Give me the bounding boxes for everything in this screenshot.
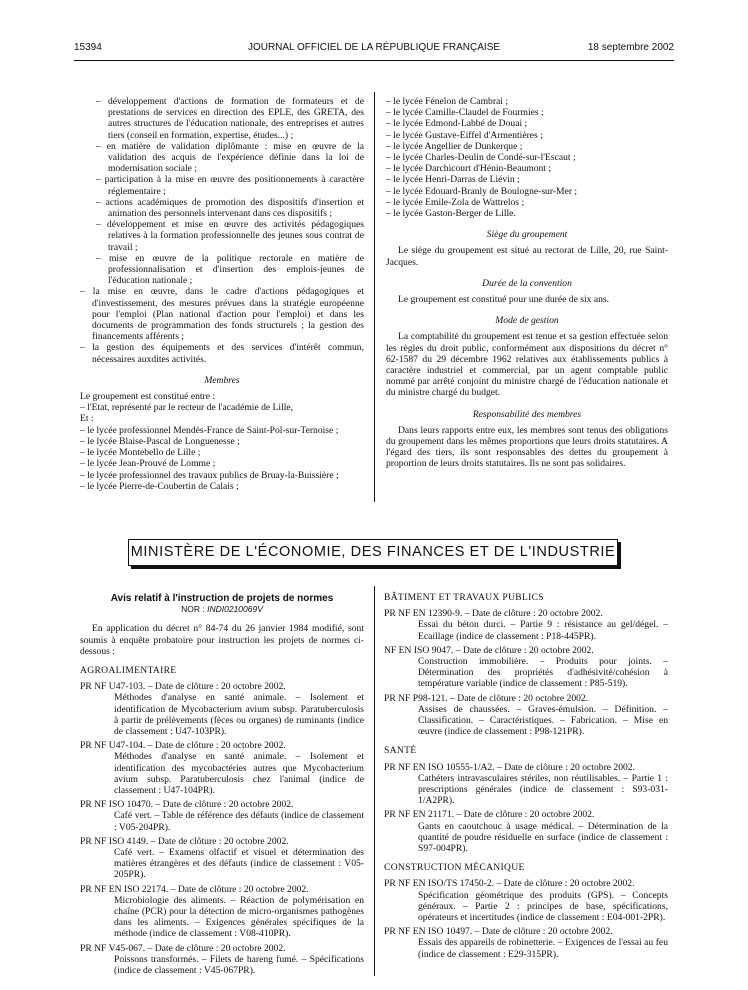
lycee-item: – le lycée Charles-Deulin de Condé-sur-l'Escaut ; — [386, 152, 576, 164]
membres-intro: Le groupement est constitué entre : — [80, 391, 216, 403]
norm-reference: PR NF ISO 4149. – Date de clôture : 20 octobre 2002. — [80, 835, 289, 847]
section-title: CONSTRUCTION MÉCANIQUE — [384, 862, 525, 874]
issue-date: 18 septembre 2002 — [587, 42, 674, 53]
mission-item: – mise en œuvre de la politique rectorale en matière de professionnalisation et d'insertion des emplois-jeunes de l'éducation nationale ; — [96, 252, 364, 287]
mission-item: – la gestion des équipements et des services d'intérêt commun, nécessaires auxdites activités. — [80, 342, 364, 365]
norm-entry — [80, 799, 364, 833]
section-title: SANTÉ — [384, 745, 417, 757]
avis-title: Avis relatif à l'instruction de projets de normes — [110, 593, 334, 604]
responsabilite-heading: Responsabilité des membres — [472, 408, 582, 420]
page-number: 15394 — [74, 42, 102, 53]
journal-title: JOURNAL OFFICIEL DE LA RÉPUBLIQUE FRANÇAISE — [247, 42, 501, 53]
mission-item: – la mise en œuvre, dans le cadre d'actions pédagogiques et d'investissement, des mesures prévues dans la stratégie européenne pour l'emploi (Plan national d'action pour l'emploi) et dans les documents de programmation des fonds structurels ; la gestion des financements afférents ; — [80, 286, 364, 343]
lycee-item: – le lycée Montebello de Lille ; — [80, 447, 201, 459]
norm-entry — [384, 645, 668, 690]
lycee-item: – le lycée Edouard-Branly de Boulogne-sur-Mer ; — [386, 185, 578, 197]
lycee-item: – le lycée Gustave-Eiffel d'Armentières ; — [386, 129, 543, 141]
lycee-item: – le lycée Fénelon de Cambrai ; — [386, 96, 509, 107]
section-title: BÂTIMENT ET TRAVAUX PUBLICS — [384, 592, 544, 603]
norm-description: Essais des appareils de robinetterie. – Exigences de l'essai au feu (indice de classement : E29-315PR). — [418, 937, 668, 960]
norm-entry — [80, 836, 364, 881]
section-title: AGROALIMENTAIRE — [80, 665, 177, 677]
gestion-text: La comptabilité du groupement est tenue et sa gestion effectuée selon les règles du droit public, conformément aux dispositions du décret n° 62-1587 du 29 décembre 1962 relatives aux établissements publics à caractère industriel et commercial, par un agent comptable public nommé par arrêté conjoint du ministre chargé de l'éducation nationale et du ministre chargé du budget. — [386, 331, 668, 399]
norm-entry — [80, 681, 364, 737]
lycee-item: – le lycée professionnel Mendès-France de Saint-Pol-sur-Ternoise ; — [80, 424, 339, 436]
bottom-left-column — [80, 593, 364, 976]
lycee-item: – le lycée professionnel des travaux publics de Bruay-la-Buissière ; — [80, 469, 339, 481]
header-rule — [74, 60, 674, 61]
lycees-list-right — [386, 96, 668, 219]
norm-description: Café vert. – Table de référence des défauts (indice de classement : V05-204PR). — [114, 810, 364, 833]
norm-section — [384, 862, 668, 960]
norm-description: Poissons transformés. – Filets de hareng fumé. – Spécifications (indice de classement : V45-067PR). — [114, 953, 364, 977]
lycee-item: – le lycée Edmond-Labbé de Douai ; — [386, 118, 528, 130]
norm-reference: PR NF EN 21171. – Date de clôture : 20 octobre 2002. — [384, 809, 595, 821]
lycee-item: – le lycée Henri-Darras de Liévin ; — [386, 174, 520, 186]
norm-reference: PR NF EN ISO 10497. – Date de clôture : 20 octobre 2002. — [384, 926, 613, 938]
norm-description: Construction immobilière. – Produits pour joints. – Détermination des propriétés d'adhésivité/cohésion à température variable (indice de classement : P85-519). — [418, 656, 668, 690]
mission-item: – développement d'actions de formation de formateurs et de prestations de services en direction des EPLE, des GRETA, des autres structures de l'éducation nationale, des entreprises et autres tiers (conseil en formation, expertise, études...) ; — [96, 96, 364, 141]
lycee-item: – le lycée Camille-Claudel de Fourmies ; — [386, 107, 544, 119]
norm-reference: PR NF EN ISO/TS 17450-2. – Date de clôture : 20 octobre 2002. — [384, 878, 635, 890]
norm-entry — [384, 878, 668, 923]
lycee-item: – le lycée Darchicourt d'Hénin-Beaumont ; — [386, 163, 552, 175]
membres-etat: – l'Etat, représenté par le recteur de l'académie de Lille, — [80, 402, 294, 414]
lycee-item: – le lycée Blaise-Pascal de Longuenesse ; — [80, 435, 240, 447]
norm-section — [80, 665, 364, 976]
mission-item: – participation à la mise en œuvre des positionnements à caractère réglementaire ; — [96, 174, 364, 197]
norm-reference: PR NF EN ISO 22174. – Date de clôture : 20 octobre 2002. — [80, 883, 309, 895]
norm-reference: PR NF U47-103. – Date de clôture : 20 octobre 2002. — [80, 681, 286, 693]
norm-reference: PR NF U47-104. – Date de clôture : 20 octobre 2002. — [80, 740, 286, 752]
norm-description: Méthodes d'analyse en santé animale. – Isolement et identification de Mycobacterium avium subsp. Paratuberculosis à partir de prélèvements (fèces ou organes) de ruminants (indice de classement : U47-103PR). — [114, 692, 364, 738]
mission-list — [80, 96, 364, 365]
duree-heading: Durée de la convention — [482, 277, 572, 289]
lycee-item: – le lycée Emile-Zola de Wattrelos ; — [386, 196, 525, 208]
norm-entry — [384, 809, 668, 854]
siege-text: Le siège du groupement est situé au rectorat de Lille, 20, rue Saint-Jacques. — [386, 245, 668, 268]
membres-heading: Membres — [204, 374, 240, 386]
mission-item: – en matière de validation diplômante : mise en œuvre de la validation des acquis de l'expérience définie dans la loi de modernisation sociale ; — [96, 140, 364, 175]
norm-sections-right — [384, 592, 668, 960]
ministry-title: MINISTÈRE DE L'ÉCONOMIE, DES FINANCES ET DE L'INDUSTRIE — [130, 544, 616, 560]
bottom-right-column — [384, 584, 668, 960]
mission-item: – actions académiques de promotion des dispositifs d'insertion et animation des personnels intervenant dans ces dispositifs ; — [96, 196, 364, 220]
norm-entry — [384, 693, 668, 738]
norm-description: Assises de chaussées. – Graves-émulsion. – Définition. – Classification. – Caractéristiques. – Fabrication. – Mise en œuvre (indice de classement : P98-121PR). — [418, 703, 668, 738]
norm-reference: PR NF P98-121. – Date de clôture : 20 octobre 2002. — [384, 692, 589, 704]
lycee-item: – le lycée Jean-Prouvé de Lomme ; — [80, 458, 216, 470]
lycee-item: – le lycée Angellier de Dunkerque ; — [386, 140, 523, 152]
norm-reference: PR NF EN 12390-9. – Date de clôture : 20 octobre 2002. — [384, 608, 603, 620]
norm-reference: PR NF EN ISO 10555-1/A2. – Date de clôture : 20 octobre 2002. — [384, 761, 636, 773]
top-right-column — [386, 96, 668, 470]
norm-section — [384, 592, 668, 737]
norm-description: Microbiologie des aliments. – Réaction de polymérisation en chaîne (PCR) pour la détection de micro-organismes pathogènes dans les aliments. – Exigences générales spécifiques de la méthode (indice de classement : V08-410PR). — [114, 894, 364, 940]
norm-section — [384, 745, 668, 854]
norm-sections-left — [80, 665, 364, 976]
norm-description: Méthodes d'analyse en santé animale. – Isolement et identification des mycobactéries autres que Mycobacterium avium subsp. Paratuberculosis chez l'animal (indice de classement : U47-104PR). — [114, 751, 364, 797]
mission-item: – développement et mise en œuvre des activités pédagogiques relatives à la formation professionnelle des jeunes sous contrat de travail ; — [96, 219, 364, 253]
responsabilite-text: Dans leurs rapports entre eux, les membres sont tenus des obligations du groupement dans les mêmes proportions que leurs droits statutaires. A l'égard des tiers, ils sont responsables des dettes du groupement à proportion de leurs droits statutaires. Ils ne sont pas solidaires. — [386, 424, 668, 470]
norm-reference: PR NF V45-067. – Date de clôture : 20 octobre 2002. — [80, 942, 286, 954]
norm-reference: PR NF ISO 10470. – Date de clôture : 20 octobre 2002. — [80, 799, 294, 811]
bottom-column-rule — [374, 586, 375, 976]
norm-entry — [384, 926, 668, 960]
norm-entry — [80, 943, 364, 977]
top-left-column — [80, 96, 364, 492]
duree-text: Le groupement est constitué pour une durée de six ans. — [398, 294, 610, 306]
lycee-item: – le lycée Pierre-de-Coubertin de Calais ; — [80, 480, 239, 492]
avis-intro: En application du décret n° 84-74 du 26 janvier 1984 modifié, sont soumis à enquête probatoire pour instruction les projets de normes ci-dessous : — [80, 623, 364, 657]
lycees-list-left — [80, 425, 364, 492]
norm-description: Café vert. – Examens olfactif et visuel et détermination des matières étrangères et des défauts (indice de classement : V05-205PR). — [114, 847, 364, 881]
gestion-heading: Mode de gestion — [495, 315, 559, 327]
norm-description: Gants en caoutchouc à usage médical. – Détermination de la quantité de poudre résiduelle en surface (indice de classement : S97-004PR). — [418, 820, 668, 855]
norm-description: Essai du béton durci. – Partie 9 : résistance au gel/dégel. – Ecaillage (indice de classement : P18-445PR). — [418, 619, 668, 642]
ministry-banner — [128, 539, 618, 566]
norm-reference: NF EN ISO 9047. – Date de clôture : 20 octobre 2002. — [384, 644, 594, 656]
norm-entry — [80, 740, 364, 796]
norm-description: Cathéters intravasculaires stériles, non réutilisables. – Partie 1 : prescriptions générales (indice de classement : S93-031-1/A2PR). — [418, 772, 668, 807]
norm-entry — [80, 884, 364, 940]
top-column-rule — [374, 92, 375, 502]
membres-et: Et : — [80, 413, 94, 425]
siege-heading: Siège du groupement — [486, 229, 568, 241]
page-header — [74, 42, 674, 56]
norm-description: Spécification géométrique des produits (GPS). – Concepts généraux. – Partie 2 : principes de base, spécifications, opérateurs et incertitudes (indice de classement : E04-001-2PR). — [418, 889, 668, 924]
nor-code: INDI0210069V — [207, 604, 263, 615]
norm-entry — [384, 608, 668, 642]
nor-line — [80, 604, 364, 615]
nor-label: NOR : — [181, 604, 205, 615]
norm-entry — [384, 762, 668, 807]
lycee-item: – le lycée Gaston-Berger de Lille. — [386, 208, 516, 220]
